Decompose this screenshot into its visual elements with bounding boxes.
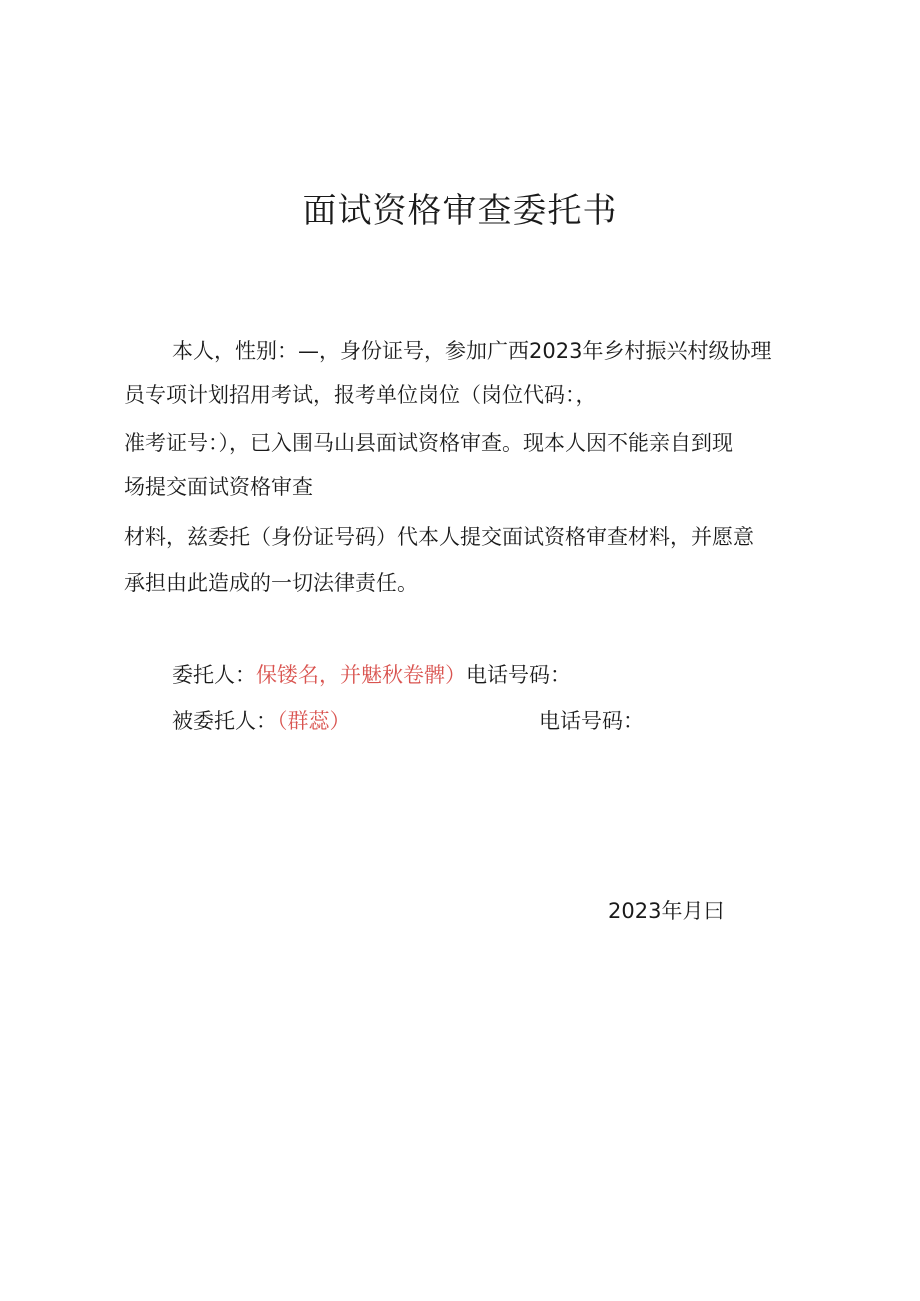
principal-phone-label: 电话号码：	[466, 663, 571, 687]
agent-row	[172, 706, 351, 736]
body-line-4: 场提交面试资格审查	[124, 475, 313, 499]
agent-label: 被委托人：	[172, 709, 277, 733]
document-date: 2023年月曰	[608, 899, 725, 923]
body-line-6: 承担由此造成的一切法律责任。	[124, 571, 418, 595]
agent-handwritten: （群蕊）	[277, 709, 351, 733]
principal-label: 委托人：	[172, 663, 256, 687]
body-line-1: 本人，性别：—，身份证号，参加广西2023年乡村振兴村级协理	[172, 339, 772, 363]
agent-phone-label: 电话号码：	[539, 709, 644, 733]
body-line-5: 材料，兹委托（身份证号码）代本人提交面试资格审查材料，并愿意	[124, 525, 754, 549]
body-line-2: 员专项计划招用考试，报考单位岗位（岗位代码：，	[124, 383, 597, 407]
body-line-3: 准考证号：），已入围马山县面试资格审查。现本人因不能亲自到现	[124, 431, 733, 455]
principal-row	[172, 660, 571, 690]
document-title: 面试资格审查委托书	[302, 191, 618, 231]
principal-handwritten: 保镂名，并魅秋卷髀）	[256, 663, 466, 687]
